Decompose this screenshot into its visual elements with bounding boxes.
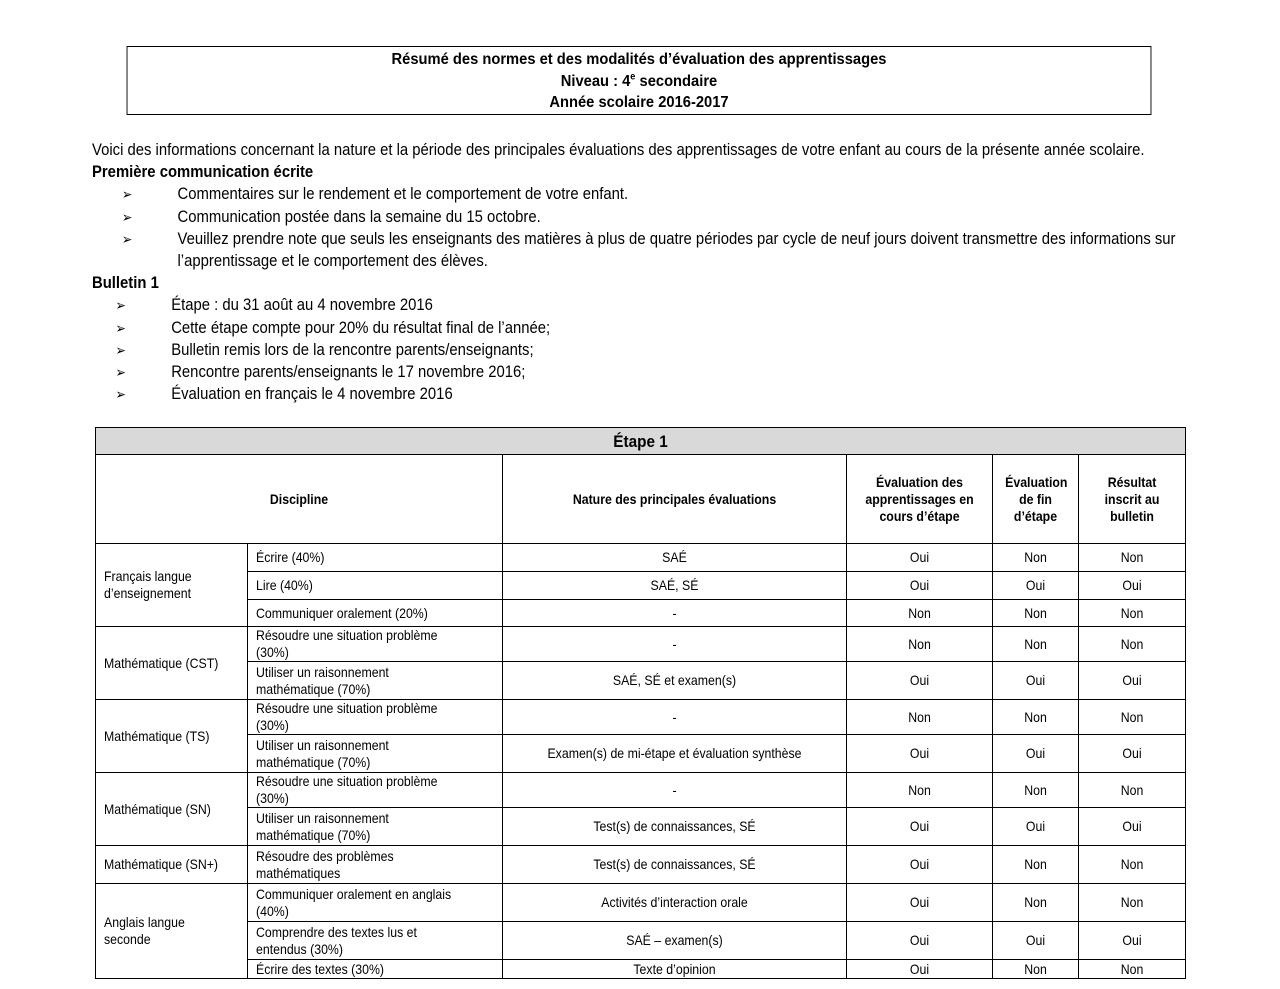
eval-cours-cell: Oui [847,884,993,922]
table-row [96,846,1186,884]
eval-fin-cell: Oui [993,662,1079,700]
document-header [127,46,1152,115]
discipline-cell: Mathématique (TS) [96,700,248,773]
list-item-text: Veuillez prendre note que seuls les enseignants des matières à plus de quatre périodes par cycle de neuf jours doivent transmettre des informations sur l’apprentissage et le comportement des élèves. [177,229,1176,271]
list-item-text: Cette étape compte pour 20% du résultat final de l’année; [171,318,551,337]
eval-cours-cell: Oui [847,846,993,884]
competence-cell: Écrire (40%) [248,544,503,572]
arrow-bullet-icon: ➢ [115,297,126,314]
resultat-cell: Oui [1079,808,1186,846]
header-nature: Nature des principales évaluations [503,455,847,544]
nature-cell: SAÉ – examen(s) [503,922,847,960]
eval-fin-cell: Non [993,700,1079,735]
resultat-cell: Oui [1079,572,1186,600]
header-resultat: Résultat inscrit au bulletin [1079,455,1186,544]
resultat-cell: Oui [1079,662,1186,700]
list-item-text: Commentaires sur le rendement et le comportement de votre enfant. [177,185,629,204]
eval-fin-cell: Non [993,960,1079,979]
eval-fin-cell: Oui [993,735,1079,773]
nature-cell: Test(s) de connaissances, SÉ [503,846,847,884]
resultat-cell: Non [1079,846,1186,884]
header-level-suffix: secondaire [635,72,718,90]
eval-fin-cell: Non [993,884,1079,922]
eval-cours-cell: Oui [847,735,993,773]
competence-cell: Utiliser un raisonnement mathématique (70%) [248,735,503,773]
table-row [96,808,1186,846]
arrow-bullet-icon: ➢ [121,208,133,225]
list-item-text: Communication postée dans la semaine du 15 octobre. [177,207,541,226]
resultat-cell: Oui [1079,922,1186,960]
table-header-row [96,455,1186,544]
list-item [92,183,1192,205]
arrow-bullet-icon: ➢ [115,386,126,403]
discipline-cell: Mathématique (SN) [96,773,248,846]
nature-cell: Examen(s) de mi-étape et évaluation synthèse [503,735,847,773]
header-level-prefix: Niveau : 4 [560,72,631,90]
resultat-cell: Non [1079,884,1186,922]
eval-cours-cell: Non [847,627,993,662]
eval-fin-cell: Non [993,846,1079,884]
arrow-bullet-icon: ➢ [115,319,126,336]
discipline-cell: Mathématique (SN+) [96,846,248,884]
competence-cell: Comprendre des textes lus et entendus (30%) [248,922,503,960]
eval-cours-cell: Non [847,700,993,735]
nature-cell: SAÉ, SÉ [503,572,847,600]
table-row [96,735,1186,773]
eval-fin-cell: Oui [993,808,1079,846]
eval-fin-cell: Non [993,544,1079,572]
nature-cell: Activités d’interaction orale [503,884,847,922]
resultat-cell: Non [1079,600,1186,627]
list-item [92,206,1192,228]
competence-cell: Communiquer oralement (20%) [248,600,503,627]
document-body-inner [92,139,1192,405]
list-item [92,339,1192,361]
resultat-cell: Non [1079,773,1186,808]
list-item-text: Bulletin remis lors de la rencontre parents/enseignants; [171,340,534,359]
resultat-cell: Non [1079,700,1186,735]
header-school-year: Année scolaire 2016-2017 [549,94,729,111]
bulletin1-list [92,294,1192,405]
table-row [96,773,1186,808]
header-level-sup: e [630,71,636,83]
arrow-bullet-icon: ➢ [115,341,126,358]
discipline-cell: Français langue d’enseignement [96,544,248,627]
resultat-cell: Oui [1079,735,1186,773]
eval-cours-cell: Oui [847,960,993,979]
nature-cell: - [503,773,847,808]
table-row [96,960,1186,979]
nature-cell: - [503,627,847,662]
nature-cell: Test(s) de connaissances, SÉ [503,808,847,846]
arrow-bullet-icon: ➢ [121,230,133,247]
eval-cours-cell: Non [847,773,993,808]
header-eval-cours: Évaluation des apprentissages en cours d’étape [847,455,993,544]
table-row [96,884,1186,922]
table-row [96,627,1186,662]
nature-cell: SAÉ [503,544,847,572]
competence-cell: Communiquer oralement en anglais (40%) [248,884,503,922]
competence-cell: Utiliser un raisonnement mathématique (70%) [248,662,503,700]
table-row [96,544,1186,572]
header-title: Résumé des normes et des modalités d’évaluation des apprentissages [391,51,887,68]
competence-cell: Résoudre une situation problème (30%) [248,700,503,735]
first-communication-list [92,183,1192,272]
resultat-cell: Non [1079,960,1186,979]
list-item-text: Étape : du 31 août au 4 novembre 2016 [171,296,433,315]
table-row [96,572,1186,600]
resultat-cell: Non [1079,627,1186,662]
list-item [92,383,1192,405]
competence-cell: Résoudre une situation problème (30%) [248,627,503,662]
eval-cours-cell: Oui [847,662,993,700]
eval-cours-cell: Oui [847,808,993,846]
intro-paragraph: Voici des informations concernant la nature et la période des principales évaluations des apprentissages de votre enfant au cours de la présente année scolaire. [92,141,1145,159]
list-item [92,294,1192,316]
header-discipline: Discipline [96,455,503,544]
table-row [96,922,1186,960]
discipline-cell: Anglais langue seconde [96,884,248,979]
competence-cell: Lire (40%) [248,572,503,600]
evaluation-table [95,427,1186,979]
table-title: Étape 1 [96,428,1186,455]
eval-fin-cell: Non [993,600,1079,627]
table-title-row [96,428,1186,455]
table-row [96,700,1186,735]
discipline-cell: Mathématique (CST) [96,627,248,700]
nature-cell: - [503,600,847,627]
eval-cours-cell: Oui [847,544,993,572]
document-body [92,139,1192,405]
list-item [92,228,1192,272]
table-body [96,544,1186,979]
list-item [92,361,1192,383]
competence-cell: Résoudre des problèmes mathématiques [248,846,503,884]
competence-cell: Utiliser un raisonnement mathématique (70%) [248,808,503,846]
table-row [96,600,1186,627]
first-communication-title: Première communication écrite [92,163,314,182]
eval-fin-cell: Non [993,627,1079,662]
competence-cell: Résoudre une situation problème (30%) [248,773,503,808]
competence-cell: Écrire des textes (30%) [248,960,503,979]
eval-fin-cell: Non [993,773,1079,808]
table-row [96,662,1186,700]
header-eval-fin: Évaluation de fin d’étape [993,455,1079,544]
nature-cell: - [503,700,847,735]
eval-fin-cell: Oui [993,572,1079,600]
header-level [127,71,1150,93]
eval-cours-cell: Oui [847,572,993,600]
arrow-bullet-icon: ➢ [121,186,133,203]
list-item [92,317,1192,339]
eval-cours-cell: Non [847,600,993,627]
list-item-text: Évaluation en français le 4 novembre 2016 [171,385,453,404]
bulletin1-title: Bulletin 1 [92,274,159,293]
nature-cell: SAÉ, SÉ et examen(s) [503,662,847,700]
nature-cell: Texte d’opinion [503,960,847,979]
eval-fin-cell: Oui [993,922,1079,960]
list-item-text: Rencontre parents/enseignants le 17 novembre 2016; [171,363,526,382]
resultat-cell: Non [1079,544,1186,572]
arrow-bullet-icon: ➢ [115,364,126,381]
eval-cours-cell: Oui [847,922,993,960]
